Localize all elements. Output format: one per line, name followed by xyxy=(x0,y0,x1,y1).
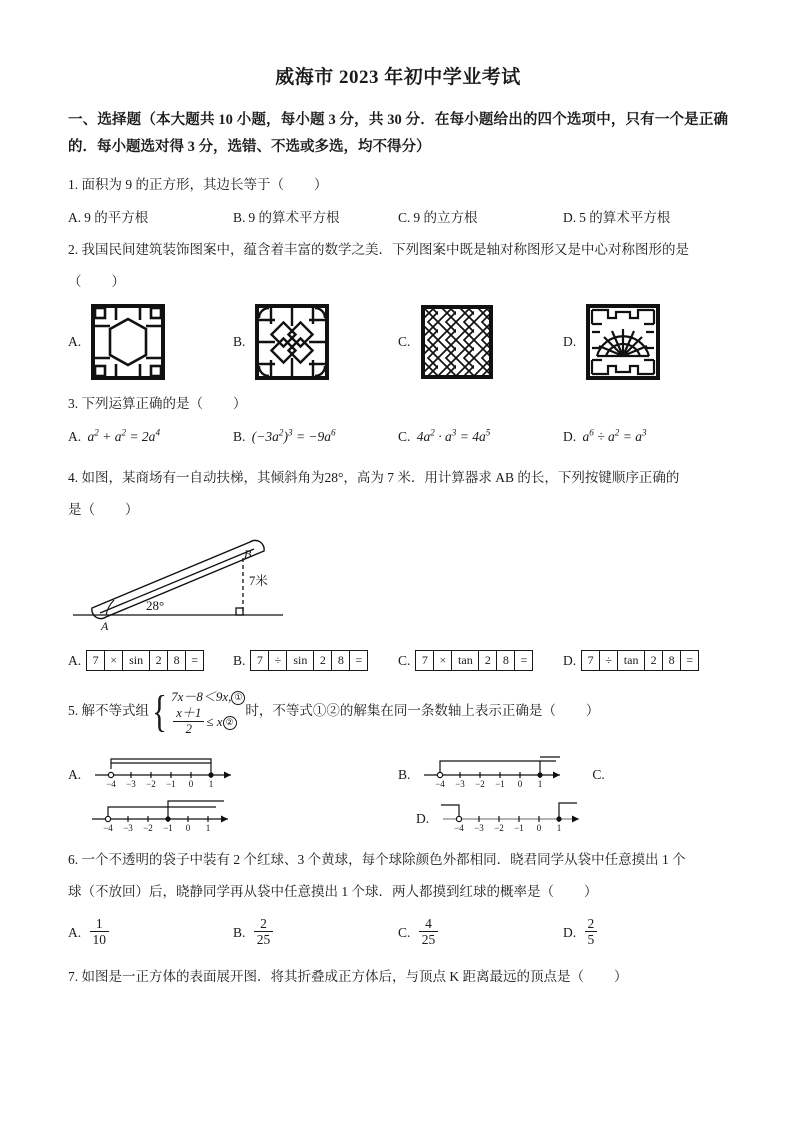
q4-option-b[interactable] xyxy=(233,650,398,671)
q1-tail: ） xyxy=(314,177,328,192)
tick-label: 1 xyxy=(538,778,543,789)
q7-number: 7. xyxy=(68,968,79,984)
q6-text: 一个不透明的袋子中装有 2 个红球、3 个黄球，每个球除颜色外都相同．晓君同学从袋中任意摸出 1 个 xyxy=(81,851,686,867)
q6-option-a[interactable] xyxy=(68,916,233,948)
number-line-b-icon xyxy=(418,749,578,789)
woven-basket-pattern-icon xyxy=(420,304,494,380)
q3-option-a-expr: $a^2 + a^2 = 2a^4$ xyxy=(87,427,161,444)
tick-label: −4 xyxy=(454,822,464,833)
tick-label: −2 xyxy=(143,822,153,833)
q6-option-d-label: D. xyxy=(563,924,577,940)
tick-label: −1 xyxy=(163,822,173,833)
calc-key: 8 xyxy=(497,651,515,670)
question-3-options xyxy=(68,429,728,445)
q1-option-b[interactable] xyxy=(233,206,398,226)
question-6-stem xyxy=(68,847,728,872)
q5-option-a-label: A. xyxy=(68,766,82,782)
tick-label: 0 xyxy=(518,778,523,789)
calc-key: × xyxy=(434,651,452,670)
q6-option-b[interactable] xyxy=(233,916,398,948)
question-4-stem-line2 xyxy=(68,497,728,522)
q1-option-b-label: B. xyxy=(233,210,246,225)
question-2-options xyxy=(68,304,728,380)
calc-key: tan xyxy=(618,651,645,670)
calc-key: = xyxy=(350,651,367,670)
calc-key: ÷ xyxy=(600,651,618,670)
q3-option-b-label: B. xyxy=(233,429,246,444)
q4-text-line2: 是（ xyxy=(68,502,95,517)
q3-tail: ） xyxy=(233,396,247,411)
question-1-stem xyxy=(68,172,728,197)
q4-number: 4. xyxy=(68,470,79,485)
q6-option-c-label: C. xyxy=(398,924,411,940)
calc-key: 2 xyxy=(479,651,497,670)
tick-label: −3 xyxy=(474,822,484,833)
tick-label: −4 xyxy=(435,778,446,789)
q6-option-d-fraction: $\frac{2}{5}$ xyxy=(585,916,598,948)
q3-option-b-expr: $(-3a^2)^3 = -9a^6$ xyxy=(251,427,336,444)
q4-option-c-label: C. xyxy=(398,652,411,668)
q3-option-c-expr: $4a^2 \cdot a^3 = 4a^5$ xyxy=(416,427,491,444)
calc-key: × xyxy=(105,651,123,670)
q6-option-d[interactable] xyxy=(563,916,728,948)
number-line-d-icon xyxy=(437,793,597,833)
question-4-options xyxy=(68,650,728,671)
escalator-angle-label: 28° xyxy=(146,598,165,613)
q2-option-b-label: B. xyxy=(233,334,246,349)
q2-text: 我国民间建筑装饰图案中，蕴含着丰富的数学之美．下列图案中既是轴对称图形又是中心对称图形的是 xyxy=(81,242,689,257)
system-fraction: $\frac{x+1}{2}$ xyxy=(173,706,204,737)
q4-tail: ） xyxy=(125,502,139,517)
calc-key: sin xyxy=(123,651,150,670)
q4-option-d-label: D. xyxy=(563,652,577,668)
q1-number: 1. xyxy=(68,177,79,192)
calc-key: 8 xyxy=(663,651,681,670)
calc-key: 8 xyxy=(332,651,350,670)
q1-option-c-text: 9 的立方根 xyxy=(413,210,478,225)
tick-label: 0 xyxy=(188,778,194,789)
calc-key: 7 xyxy=(582,651,600,670)
q2-number: 2. xyxy=(68,242,79,257)
q4-option-d-keys xyxy=(581,650,699,671)
q6-option-c[interactable] xyxy=(398,916,563,948)
q4-option-b-label: B. xyxy=(233,652,246,668)
tick-label: −2 xyxy=(146,778,156,789)
document-body xyxy=(68,0,728,989)
q5-option-d-label: D. xyxy=(416,810,430,826)
calc-key: 2 xyxy=(314,651,332,670)
q1-option-a-text: 9 的平方根 xyxy=(84,210,149,225)
q2-option-c[interactable] xyxy=(398,304,563,380)
tick-label: −3 xyxy=(126,778,136,789)
calc-key: ÷ xyxy=(269,651,287,670)
question-6-options xyxy=(68,916,728,948)
q5-option-c-label: C. xyxy=(592,766,605,782)
q5-text-post: 时，不等式①②的解集在同一条数轴上表示正确是（ xyxy=(245,703,556,719)
calc-key: = xyxy=(681,651,698,670)
q7-tail: ） xyxy=(614,968,628,984)
q5-option-b[interactable] xyxy=(398,749,578,789)
q1-option-d-text: 5 的算术平方根 xyxy=(579,210,671,225)
q3-option-d-label: D. xyxy=(563,429,577,444)
q1-option-c[interactable] xyxy=(398,206,563,226)
q6-number: 6. xyxy=(68,851,79,867)
q5-inequality-system xyxy=(149,687,245,737)
question-1-options xyxy=(68,206,728,226)
q5-option-c[interactable] xyxy=(68,793,416,833)
q2-option-d[interactable] xyxy=(563,304,728,380)
escalator-point-a-label: A xyxy=(101,619,109,633)
q2-text-line2: （ xyxy=(68,274,82,289)
question-2-stem-line2 xyxy=(68,269,728,294)
q5-option-b-label: B. xyxy=(398,766,411,782)
q5-option-a[interactable] xyxy=(68,749,398,789)
q5-tail: ） xyxy=(585,703,600,719)
tick-label: −1 xyxy=(166,778,176,789)
calc-key: = xyxy=(186,651,203,670)
calc-key: 8 xyxy=(168,651,186,670)
calc-key: tan xyxy=(452,651,479,670)
tick-label: 0 xyxy=(536,822,542,833)
q3-option-c[interactable] xyxy=(398,429,563,445)
q4-text: 如图，某商场有一自动扶梯，其倾斜角为28°，高为 7 米．用计算器求 AB 的长，下列按键顺序正确的 xyxy=(81,470,680,485)
tick-label: −4 xyxy=(106,778,116,789)
question-5-stem xyxy=(68,687,728,737)
q4-option-a-label: A. xyxy=(68,652,82,668)
escalator-figure xyxy=(68,530,728,640)
q3-option-a-label: A. xyxy=(68,429,82,444)
question-4-stem xyxy=(68,465,728,490)
q4-option-d[interactable] xyxy=(563,650,728,671)
system-line-2: $\frac{x+1}{2}$ ≤ x ② xyxy=(171,706,245,737)
system-line-1: 7x－8＜9x, ① xyxy=(171,687,245,706)
interlocking-diamond-pattern-icon xyxy=(255,304,329,380)
number-line-c-icon xyxy=(86,793,246,833)
tick-label: −4 xyxy=(103,822,113,833)
page-title: 威海市 2023 年初中学业考试 xyxy=(275,67,521,88)
q3-option-b[interactable] xyxy=(233,429,398,445)
q5-number: 5. xyxy=(68,703,79,719)
question-3-stem xyxy=(68,391,728,416)
q3-number: 3. xyxy=(68,396,79,411)
tick-label: −2 xyxy=(475,778,486,789)
q4-option-a[interactable] xyxy=(68,650,233,671)
q4-option-c-keys xyxy=(415,650,533,671)
q4-option-c[interactable] xyxy=(398,650,563,671)
q6-tail: ） xyxy=(584,883,598,899)
q4-option-b-keys xyxy=(250,650,368,671)
calc-key: = xyxy=(515,651,532,670)
system-brace: { xyxy=(152,687,167,737)
q1-option-c-label: C. xyxy=(398,210,411,225)
tick-label: −1 xyxy=(495,778,506,789)
calc-key: 7 xyxy=(416,651,434,670)
q7-text: 如图是一正方体的表面展开图．将其折叠成正方体后，与顶点 K 距离最远的顶点是（ xyxy=(81,968,584,984)
q2-option-a-label: A. xyxy=(68,334,82,349)
question-2-stem xyxy=(68,237,728,262)
q6-option-a-label: A. xyxy=(68,924,82,940)
q6-text-line2: 球（不放回）后，晓静同学再从袋中任意摸出 1 个球．两人都摸到红球的概率是（ xyxy=(68,883,554,899)
q2-option-d-label: D. xyxy=(563,334,577,349)
q3-option-c-label: C. xyxy=(398,429,411,444)
section-heading: 一、选择题（本大题共 10 小题，每小题 3 分，共 30 分．在每小题给出的四个选项中，只有一个是正确的．每小题选对得 3 分，选错、不选或多选，均不得分） xyxy=(68,112,728,155)
tick-label: −3 xyxy=(455,778,466,789)
number-line-a-icon xyxy=(89,749,249,789)
calc-key: sin xyxy=(287,651,314,670)
question-6-stem-line2 xyxy=(68,879,728,904)
tick-label: −1 xyxy=(514,822,524,833)
q2-option-b[interactable] xyxy=(233,304,398,380)
calc-key: 2 xyxy=(645,651,663,670)
q3-option-d[interactable] xyxy=(563,429,728,445)
q4-option-a-keys xyxy=(86,650,204,671)
q5-text-pre: 解不等式组 xyxy=(81,703,149,719)
q1-option-b-text: 9 的算术平方根 xyxy=(248,210,340,225)
q2-option-a[interactable] xyxy=(68,304,233,380)
question-5-options-row2 xyxy=(68,793,728,833)
q6-option-b-fraction: $\frac{2}{25}$ xyxy=(254,916,274,948)
q5-option-d[interactable] xyxy=(416,793,597,833)
tick-label: −2 xyxy=(494,822,504,833)
tick-label: 1 xyxy=(556,822,562,833)
tick-label: 0 xyxy=(185,822,191,833)
q1-text: 面积为 9 的正方形，其边长等于（ xyxy=(81,177,284,192)
calc-key: 7 xyxy=(87,651,105,670)
calc-key: 2 xyxy=(150,651,168,670)
q1-option-a[interactable] xyxy=(68,206,233,226)
question-5-options-row1 xyxy=(68,749,728,789)
q6-option-a-fraction: $\frac{1}{10}$ xyxy=(90,916,110,948)
q3-option-d-expr: $a^6 \div a^2 = a^3$ xyxy=(582,427,647,444)
q5-option-c-label-holder xyxy=(592,749,612,783)
question-7-stem xyxy=(68,964,728,989)
q3-option-a[interactable] xyxy=(68,429,233,445)
tick-label: −3 xyxy=(123,822,133,833)
tick-label: 1 xyxy=(208,778,214,789)
q1-option-a-label: A. xyxy=(68,210,82,225)
q1-option-d[interactable] xyxy=(563,206,728,226)
calc-key: 7 xyxy=(251,651,269,670)
q3-text: 下列运算正确的是（ xyxy=(81,396,203,411)
tick-label: 1 xyxy=(205,822,211,833)
escalator-diagram-icon xyxy=(68,530,368,635)
q6-option-b-label: B. xyxy=(233,924,246,940)
q6-option-c-fraction: $\frac{4}{25}$ xyxy=(419,916,439,948)
escalator-height-label: 7米 xyxy=(249,574,268,588)
q1-option-d-label: D. xyxy=(563,210,577,225)
hexagon-in-square-pattern-icon xyxy=(91,304,165,380)
radial-fan-pattern-icon xyxy=(586,304,660,380)
q2-option-c-label: C. xyxy=(398,334,411,349)
q2-tail: ） xyxy=(111,274,125,289)
escalator-point-b-label: B xyxy=(244,547,252,561)
